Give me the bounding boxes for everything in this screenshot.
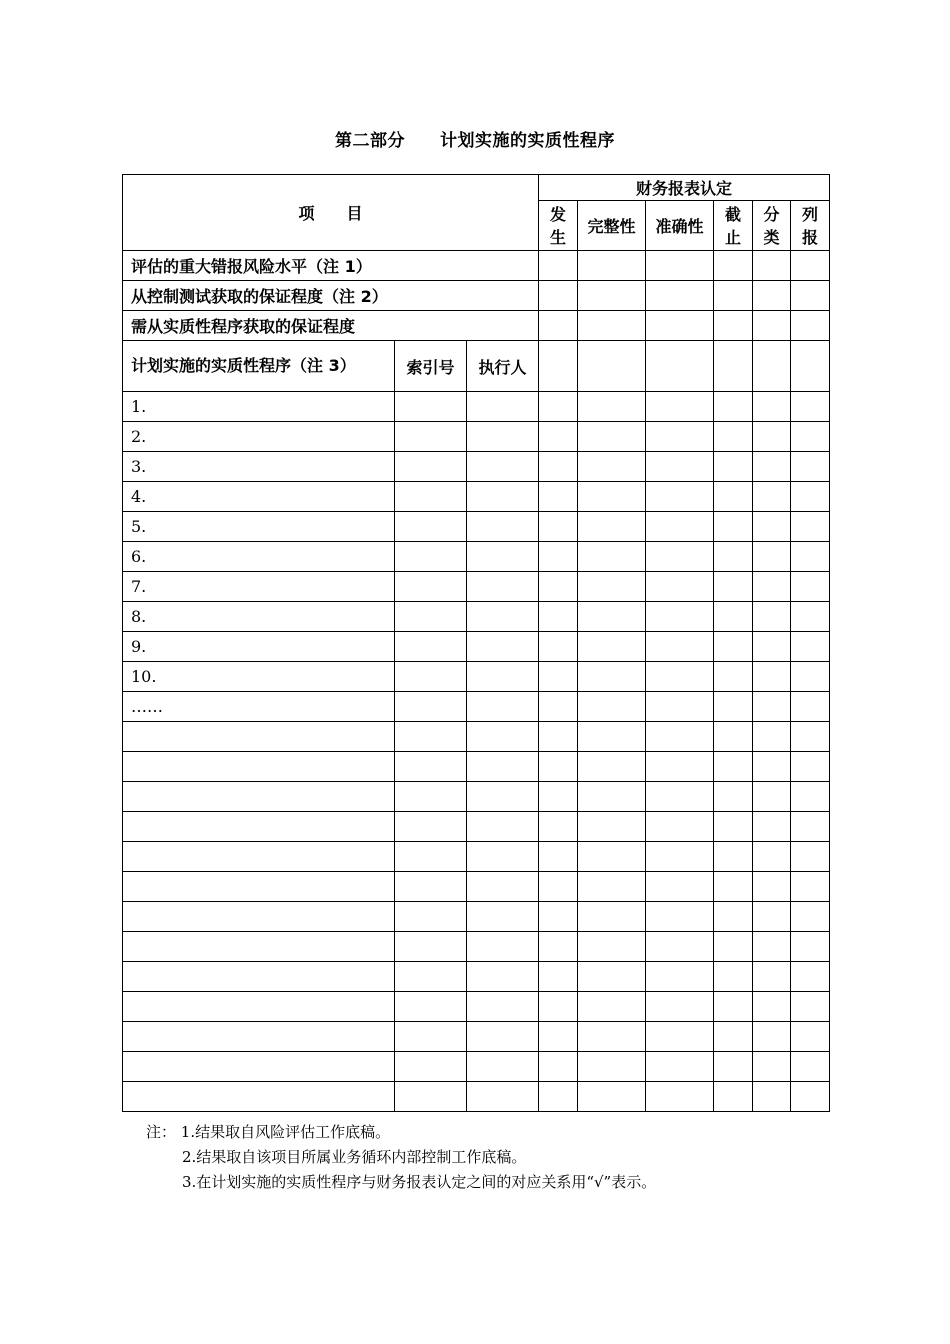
assertion-cell[interactable]	[791, 842, 830, 872]
assertion-cell[interactable]	[714, 722, 753, 752]
assertion-cell[interactable]	[578, 482, 646, 512]
assertion-cell[interactable]	[714, 632, 753, 662]
assertion-cell[interactable]	[753, 1082, 791, 1112]
assertion-cell[interactable]	[753, 632, 791, 662]
performer-cell[interactable]	[467, 392, 539, 422]
assertion-cell[interactable]	[578, 392, 646, 422]
page-title: 第二部分 计划实施的实质性程序	[335, 131, 615, 151]
procedure-row	[123, 842, 830, 872]
assertion-cell[interactable]	[791, 602, 830, 632]
assertion-cell[interactable]	[578, 572, 646, 602]
assertion-cell[interactable]	[539, 392, 578, 422]
control-assurance-label: 从控制测试获取的保证程度（注 2）	[123, 281, 539, 311]
procedure-row	[123, 632, 830, 662]
assertion-cell[interactable]	[791, 542, 830, 572]
assertion-cell[interactable]	[646, 482, 714, 512]
assertion-cell[interactable]	[578, 1022, 646, 1052]
index-no-header: 索引号	[395, 341, 467, 392]
assertion-accuracy-header: 准确性	[646, 201, 714, 251]
assertion-cell[interactable]	[578, 602, 646, 632]
performer-cell[interactable]	[467, 992, 539, 1022]
procedure-row	[123, 662, 830, 692]
assertion-cell[interactable]	[578, 752, 646, 782]
assertion-cell[interactable]	[753, 722, 791, 752]
assertion-cell[interactable]	[539, 752, 578, 782]
procedure-cell[interactable]: 9.	[123, 632, 395, 662]
assertion-cell[interactable]	[539, 632, 578, 662]
procedure-cell[interactable]: ……	[123, 692, 395, 722]
index-no-cell[interactable]	[395, 782, 467, 812]
index-no-cell[interactable]	[395, 842, 467, 872]
procedures-header: 计划实施的实质性程序（注 3）	[123, 341, 395, 392]
assertion-cell[interactable]	[791, 932, 830, 962]
procedure-row	[123, 1052, 830, 1082]
procedure-row	[123, 452, 830, 482]
substantive-assurance-label: 需从实质性程序获取的保证程度	[123, 311, 539, 341]
assertion-cell[interactable]	[646, 572, 714, 602]
performer-cell[interactable]	[467, 842, 539, 872]
index-no-cell[interactable]	[395, 512, 467, 542]
assertion-cell[interactable]	[646, 1082, 714, 1112]
assertion-cell[interactable]	[791, 992, 830, 1022]
assertion-cell[interactable]	[753, 1052, 791, 1082]
assertion-cell[interactable]	[578, 812, 646, 842]
assertion-cell[interactable]	[539, 662, 578, 692]
assertion-cell[interactable]	[753, 452, 791, 482]
assertion-cell[interactable]	[753, 902, 791, 932]
performer-cell[interactable]	[467, 602, 539, 632]
footnote-2: 2.结果取自该项目所属业务循环内部控制工作底稿。	[182, 1148, 527, 1166]
procedure-cell[interactable]	[123, 752, 395, 782]
performer-cell[interactable]	[467, 932, 539, 962]
procedure-row	[123, 902, 830, 932]
procedure-row	[123, 812, 830, 842]
assertion-cell[interactable]	[578, 932, 646, 962]
assertion-cell[interactable]	[714, 572, 753, 602]
assertion-cell[interactable]	[539, 542, 578, 572]
performer-header: 执行人	[467, 341, 539, 392]
procedure-cell[interactable]	[123, 932, 395, 962]
assertion-cell[interactable]	[753, 932, 791, 962]
assertion-cell[interactable]	[539, 692, 578, 722]
footnote-3: 3.在计划实施的实质性程序与财务报表认定之间的对应关系用“√”表示。	[182, 1173, 657, 1191]
performer-cell[interactable]	[467, 1082, 539, 1112]
assertion-cell[interactable]	[539, 1082, 578, 1112]
assertion-cell[interactable]	[714, 872, 753, 902]
procedure-row	[123, 392, 830, 422]
assertion-cell[interactable]	[714, 992, 753, 1022]
assertion-cell[interactable]	[791, 692, 830, 722]
index-no-cell[interactable]	[395, 632, 467, 662]
assertion-cell[interactable]	[753, 482, 791, 512]
assertion-cell[interactable]	[753, 692, 791, 722]
assertion-cell[interactable]	[791, 452, 830, 482]
assertion-cell[interactable]	[753, 422, 791, 452]
assertion-cell[interactable]	[714, 962, 753, 992]
risk-level-label: 评估的重大错报风险水平（注 1）	[123, 251, 539, 281]
footnote-prefix: 注：	[146, 1123, 177, 1141]
assertion-cell[interactable]	[753, 752, 791, 782]
assertion-cell[interactable]	[753, 572, 791, 602]
procedure-row	[123, 422, 830, 452]
assertion-cell[interactable]	[578, 632, 646, 662]
assertion-cell[interactable]	[714, 812, 753, 842]
procedure-cell[interactable]: 2.	[123, 422, 395, 452]
index-no-cell[interactable]	[395, 602, 467, 632]
procedure-cell[interactable]	[123, 872, 395, 902]
procedure-row	[123, 482, 830, 512]
footnote-1: 注： 1.结果取自风险评估工作底稿。	[146, 1123, 391, 1141]
assertion-cell[interactable]	[791, 1022, 830, 1052]
index-no-cell[interactable]	[395, 932, 467, 962]
procedure-cell[interactable]	[123, 1022, 395, 1052]
assertion-cell[interactable]	[753, 392, 791, 422]
assertion-cell[interactable]	[714, 542, 753, 572]
assertion-cell[interactable]	[539, 902, 578, 932]
assertion-cell[interactable]	[578, 722, 646, 752]
assertion-presentation-header: 列报	[791, 201, 830, 251]
procedure-row	[123, 1082, 830, 1112]
performer-cell[interactable]	[467, 422, 539, 452]
assertion-cell[interactable]	[791, 662, 830, 692]
assertion-cell[interactable]	[646, 932, 714, 962]
procedure-cell[interactable]	[123, 812, 395, 842]
index-no-cell[interactable]	[395, 1052, 467, 1082]
assertion-cell[interactable]	[791, 572, 830, 602]
assertion-cell[interactable]	[539, 512, 578, 542]
assertion-cell[interactable]	[646, 512, 714, 542]
assertion-cell[interactable]	[539, 872, 578, 902]
assertion-cell[interactable]	[539, 572, 578, 602]
performer-cell[interactable]	[467, 662, 539, 692]
index-no-cell[interactable]	[395, 542, 467, 572]
assertion-cell[interactable]	[646, 782, 714, 812]
procedure-row	[123, 932, 830, 962]
assertion-cell[interactable]	[578, 842, 646, 872]
assertion-cell[interactable]	[753, 662, 791, 692]
performer-cell[interactable]	[467, 962, 539, 992]
procedure-row	[123, 992, 830, 1022]
assertion-cell[interactable]	[791, 872, 830, 902]
assertion-cell[interactable]	[578, 662, 646, 692]
procedure-cell[interactable]: 8.	[123, 602, 395, 632]
procedure-cell[interactable]	[123, 722, 395, 752]
procedure-row	[123, 872, 830, 902]
procedure-cell[interactable]: 1.	[123, 392, 395, 422]
assertion-cell[interactable]	[714, 662, 753, 692]
assertion-cell[interactable]	[714, 512, 753, 542]
assertion-cell[interactable]	[714, 902, 753, 932]
assertion-cell[interactable]	[646, 992, 714, 1022]
index-no-cell[interactable]	[395, 1022, 467, 1052]
assertion-cell[interactable]	[539, 1022, 578, 1052]
assertion-classification-header: 分类	[753, 201, 791, 251]
index-no-cell[interactable]	[395, 392, 467, 422]
assertion-cell[interactable]	[578, 782, 646, 812]
assertion-cell[interactable]	[791, 392, 830, 422]
assertion-occurrence-header: 发生	[539, 201, 578, 251]
assertion-cell[interactable]	[539, 722, 578, 752]
procedure-cell[interactable]	[123, 1052, 395, 1082]
index-no-cell[interactable]	[395, 662, 467, 692]
assertion-cell[interactable]	[753, 602, 791, 632]
assertion-cell[interactable]	[539, 422, 578, 452]
procedure-cell[interactable]: 10.	[123, 662, 395, 692]
assertion-cell[interactable]	[714, 392, 753, 422]
footnotes	[146, 1120, 656, 1195]
assertion-cell[interactable]	[646, 602, 714, 632]
assertion-cell[interactable]	[539, 812, 578, 842]
assertion-cell[interactable]	[539, 932, 578, 962]
index-no-cell[interactable]	[395, 872, 467, 902]
performer-cell[interactable]	[467, 1022, 539, 1052]
assertion-cell[interactable]	[578, 512, 646, 542]
assertion-cell[interactable]	[539, 962, 578, 992]
assertion-cell[interactable]	[753, 1022, 791, 1052]
assertion-cell[interactable]	[578, 1052, 646, 1082]
assertion-cell[interactable]	[578, 452, 646, 482]
assertion-cell[interactable]	[714, 692, 753, 722]
assertion-cell[interactable]	[578, 962, 646, 992]
performer-cell[interactable]	[467, 542, 539, 572]
item-header: 项 目	[298, 204, 363, 223]
assertion-cell[interactable]	[539, 602, 578, 632]
assertion-cell[interactable]	[646, 842, 714, 872]
index-no-cell[interactable]	[395, 752, 467, 782]
procedure-row	[123, 572, 830, 602]
procedure-row	[123, 692, 830, 722]
assertion-cell[interactable]	[753, 812, 791, 842]
item-header-cell	[123, 175, 539, 251]
assertion-cell[interactable]	[578, 902, 646, 932]
assertion-cell[interactable]	[753, 992, 791, 1022]
assertion-cell[interactable]	[539, 1052, 578, 1082]
assertion-cell[interactable]	[791, 752, 830, 782]
assertion-cell[interactable]	[714, 482, 753, 512]
assertion-cell[interactable]	[791, 902, 830, 932]
assertion-cell[interactable]	[714, 452, 753, 482]
index-no-cell[interactable]	[395, 992, 467, 1022]
index-no-cell[interactable]	[395, 962, 467, 992]
performer-cell[interactable]	[467, 512, 539, 542]
assertion-cell[interactable]	[791, 422, 830, 452]
performer-cell[interactable]	[467, 632, 539, 662]
assertion-cell[interactable]	[539, 482, 578, 512]
assertion-cell[interactable]	[646, 542, 714, 572]
assertion-cell[interactable]	[646, 1052, 714, 1082]
assertion-cell[interactable]	[714, 422, 753, 452]
procedure-row	[123, 542, 830, 572]
assertion-cell[interactable]	[791, 482, 830, 512]
assertions-group-header: 财务报表认定	[539, 175, 830, 201]
assertion-cell[interactable]	[578, 692, 646, 722]
assertion-cell[interactable]	[791, 512, 830, 542]
procedure-row	[123, 782, 830, 812]
procedure-cell[interactable]	[123, 842, 395, 872]
index-no-cell[interactable]	[395, 902, 467, 932]
assertion-cutoff-header: 截止	[714, 201, 753, 251]
assertion-cell[interactable]	[714, 932, 753, 962]
procedure-cell[interactable]	[123, 962, 395, 992]
index-no-cell[interactable]	[395, 572, 467, 602]
index-no-cell[interactable]	[395, 452, 467, 482]
assertion-cell[interactable]	[646, 902, 714, 932]
procedure-row	[123, 1022, 830, 1052]
assertion-cell[interactable]	[714, 602, 753, 632]
assertion-cell[interactable]	[791, 1082, 830, 1112]
assertion-cell[interactable]	[646, 752, 714, 782]
performer-cell[interactable]	[467, 902, 539, 932]
procedure-cell[interactable]: 6.	[123, 542, 395, 572]
index-no-cell[interactable]	[395, 692, 467, 722]
procedure-cell[interactable]	[123, 992, 395, 1022]
performer-cell[interactable]	[467, 782, 539, 812]
assertion-cell[interactable]	[646, 812, 714, 842]
index-no-cell[interactable]	[395, 722, 467, 752]
assertion-cell[interactable]	[791, 782, 830, 812]
assertion-cell[interactable]	[714, 752, 753, 782]
assertion-cell[interactable]	[714, 1052, 753, 1082]
assertion-cell[interactable]	[646, 632, 714, 662]
procedure-row	[123, 722, 830, 752]
index-no-cell[interactable]	[395, 422, 467, 452]
index-no-cell[interactable]	[395, 482, 467, 512]
assertion-cell[interactable]	[578, 422, 646, 452]
assertion-cell[interactable]	[791, 632, 830, 662]
index-no-cell[interactable]	[395, 812, 467, 842]
performer-cell[interactable]	[467, 572, 539, 602]
procedure-cell[interactable]: 5.	[123, 512, 395, 542]
assertion-cell[interactable]	[646, 392, 714, 422]
assertion-completeness-header: 完整性	[578, 201, 646, 251]
assertion-cell[interactable]	[539, 842, 578, 872]
assertion-cell[interactable]	[753, 512, 791, 542]
assertion-cell[interactable]	[646, 722, 714, 752]
assertion-cell[interactable]	[578, 542, 646, 572]
performer-cell[interactable]	[467, 812, 539, 842]
assertion-cell[interactable]	[646, 422, 714, 452]
assertion-cell[interactable]	[753, 962, 791, 992]
assertion-cell[interactable]	[578, 1082, 646, 1112]
assertion-cell[interactable]	[714, 782, 753, 812]
assertion-cell[interactable]	[646, 662, 714, 692]
procedure-cell[interactable]	[123, 902, 395, 932]
procedure-cell[interactable]: 4.	[123, 482, 395, 512]
procedure-row	[123, 512, 830, 542]
assertion-cell[interactable]	[791, 722, 830, 752]
assertion-cell[interactable]	[646, 1022, 714, 1052]
assertion-cell[interactable]	[539, 992, 578, 1022]
performer-cell[interactable]	[467, 872, 539, 902]
substantive-procedures-table	[122, 174, 830, 1112]
assertion-cell[interactable]	[753, 842, 791, 872]
procedure-row	[123, 752, 830, 782]
performer-cell[interactable]	[467, 452, 539, 482]
procedure-cell[interactable]: 7.	[123, 572, 395, 602]
procedure-row	[123, 602, 830, 632]
performer-cell[interactable]	[467, 692, 539, 722]
assertion-cell[interactable]	[791, 962, 830, 992]
assertion-cell[interactable]	[539, 452, 578, 482]
procedure-rows	[123, 392, 830, 1112]
assertion-cell[interactable]	[539, 782, 578, 812]
performer-cell[interactable]	[467, 752, 539, 782]
procedure-cell[interactable]	[123, 782, 395, 812]
assertion-cell[interactable]	[753, 782, 791, 812]
assertion-cell[interactable]	[714, 1022, 753, 1052]
assertion-cell[interactable]	[646, 452, 714, 482]
assertion-cell[interactable]	[753, 542, 791, 572]
assertion-cell[interactable]	[578, 992, 646, 1022]
assertion-cell[interactable]	[578, 872, 646, 902]
performer-cell[interactable]	[467, 482, 539, 512]
index-no-cell[interactable]	[395, 1082, 467, 1112]
assertion-cell[interactable]	[791, 812, 830, 842]
procedure-cell[interactable]: 3.	[123, 452, 395, 482]
assertion-cell[interactable]	[753, 872, 791, 902]
procedure-row	[123, 962, 830, 992]
assertion-cell[interactable]	[646, 872, 714, 902]
performer-cell[interactable]	[467, 1052, 539, 1082]
procedure-cell[interactable]	[123, 1082, 395, 1112]
performer-cell[interactable]	[467, 722, 539, 752]
assertion-cell[interactable]	[646, 692, 714, 722]
assertion-cell[interactable]	[714, 842, 753, 872]
assertion-cell[interactable]	[791, 1052, 830, 1082]
assertion-cell[interactable]	[646, 962, 714, 992]
assertion-cell[interactable]	[714, 1082, 753, 1112]
